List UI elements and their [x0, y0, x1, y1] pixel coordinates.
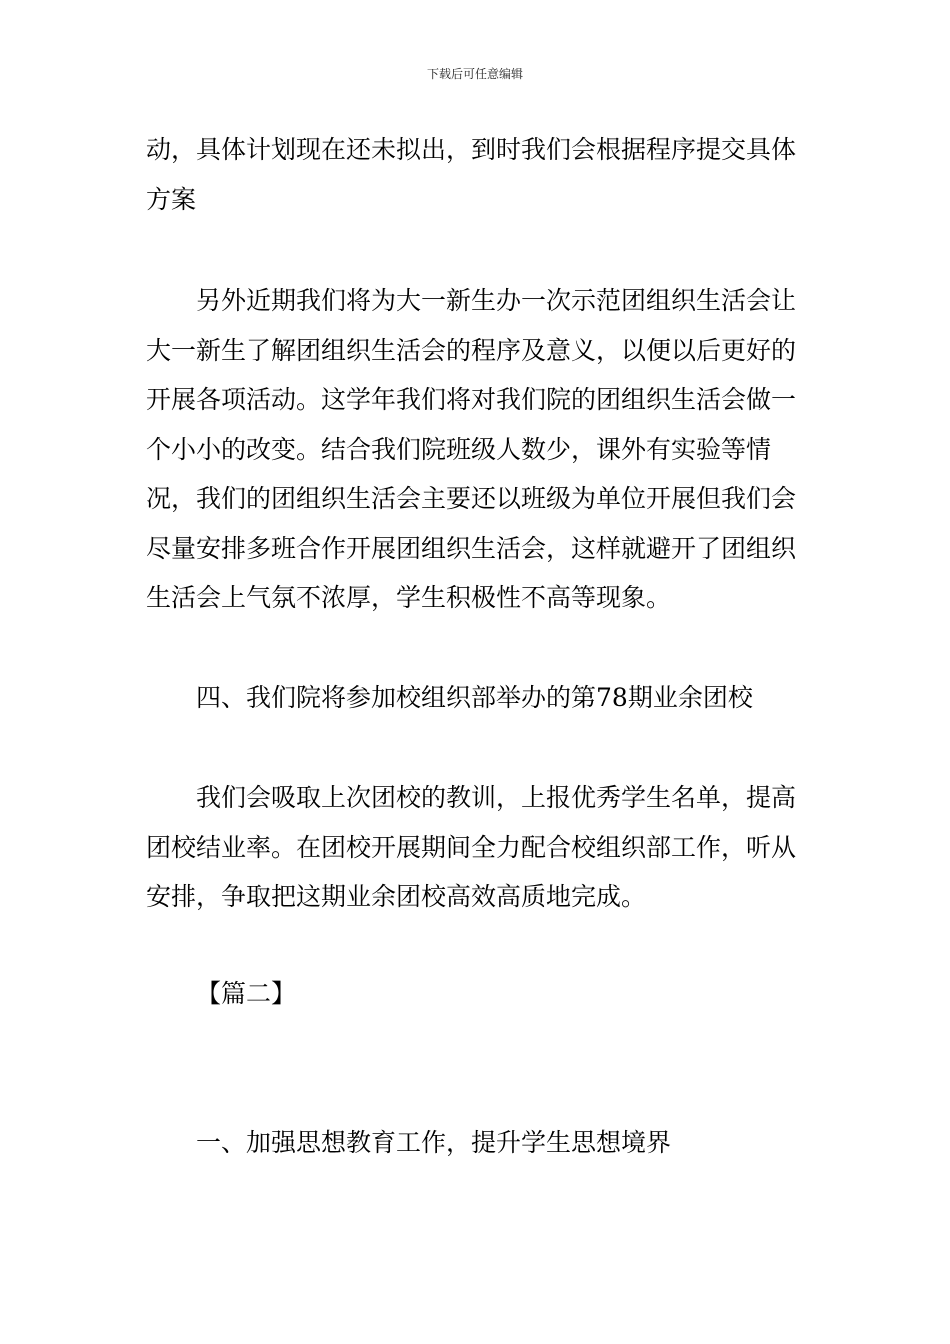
page-header: 下载后可任意编辑 — [426, 67, 523, 81]
section-heading-one: 一、加强思想教育工作，提升学生思想境界 — [196, 1128, 672, 1157]
section-heading-four: 四、我们院将参加校组织部举办的第78期业余团校 — [196, 683, 753, 712]
part-two-heading: 【篇二】 — [196, 979, 297, 1008]
paragraph-demo-meeting: 另外近期我们将为大一新生办一次示范团组织生活会让大一新生了解团组织生活会的程序及意义，以便以后更好的开展各项活动。这学年我们将对我们院的团组织生活会做一个小小的改变。结合我们院班级人数少，课外有实验等情况，我们的团组织生活会主要还以班级为单位开展但我们会尽量安排多班合作开展团组织生活会，这样就避开了团组织生活会上气氛不浓厚，学生积极性不高等现象。 — [146, 286, 797, 612]
paragraph-continuation: 动，具体计划现在还未拟出，到时我们会根据程序提交具体方案 — [146, 135, 797, 214]
paragraph-youth-school: 我们会吸取上次团校的教训，上报优秀学生名单，提高团校结业率。在团校开展期间全力配合校组织部工作，听从安排，争取把这期业余团校高效高质地完成。 — [146, 783, 797, 911]
